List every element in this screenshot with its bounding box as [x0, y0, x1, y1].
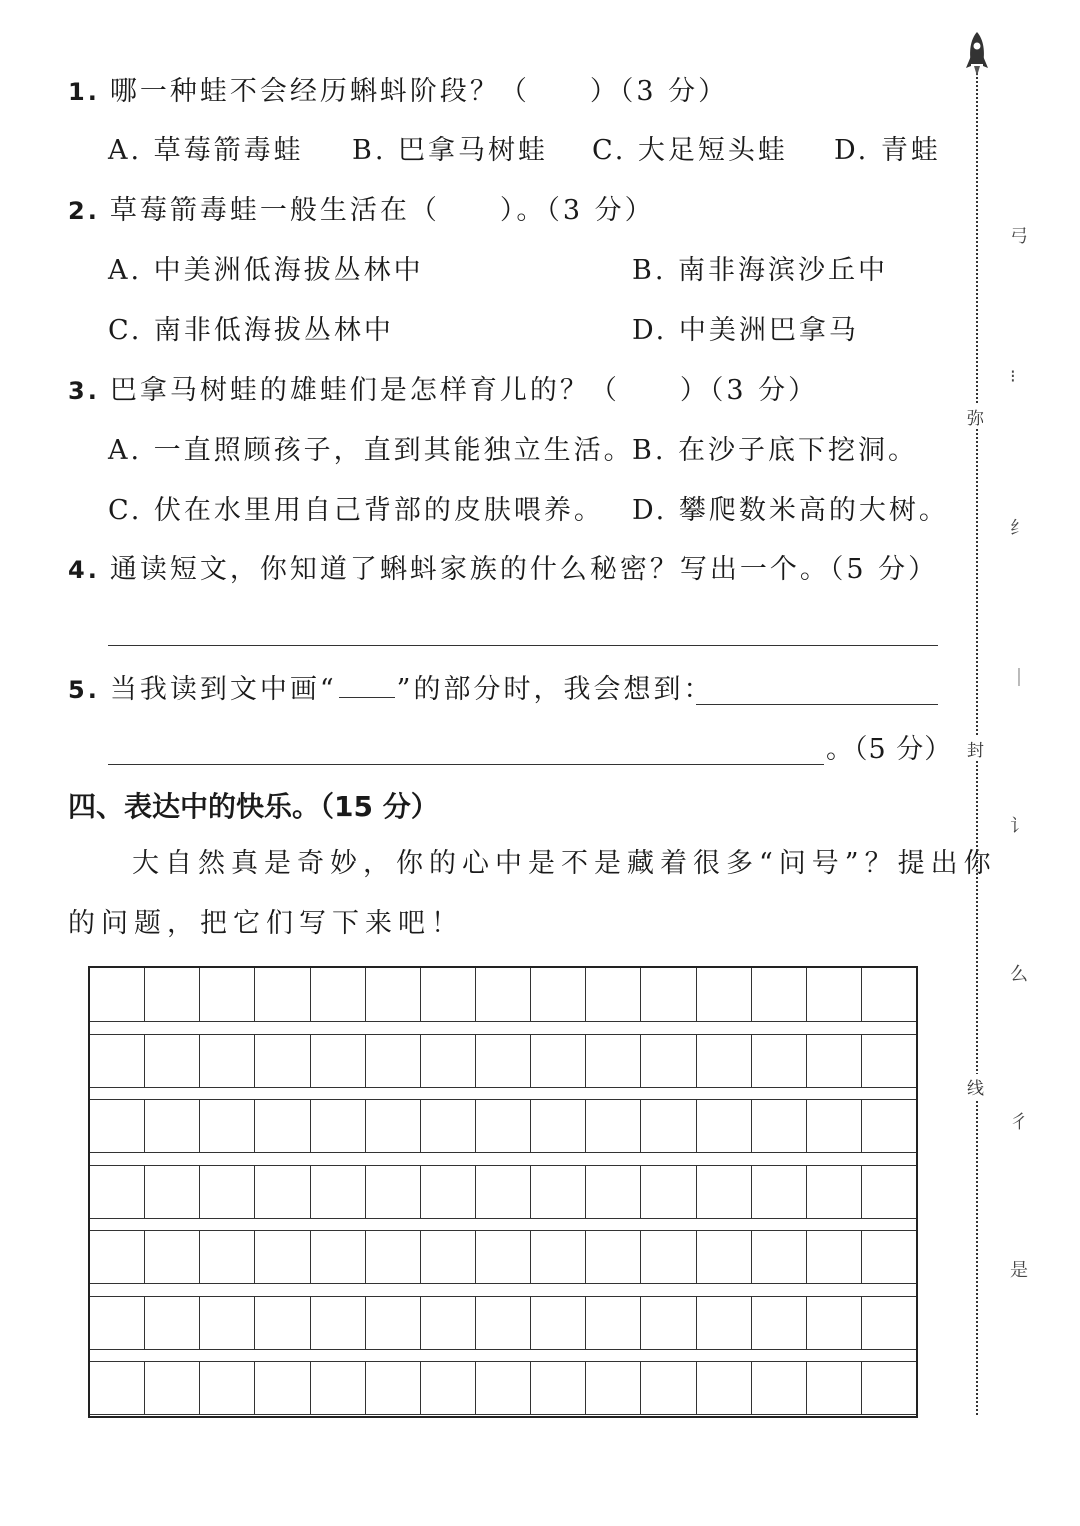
- grid-row[interactable]: [90, 1230, 916, 1284]
- grid-cell[interactable]: [862, 1297, 916, 1349]
- grid-cell[interactable]: [586, 1231, 641, 1283]
- grid-cell[interactable]: [421, 1231, 476, 1283]
- seal-char-mi: 弥: [967, 404, 984, 429]
- grid-cell[interactable]: [807, 1166, 862, 1218]
- question-text: 哪一种蛙不会经历蝌蚪阶段？（ ）（3 分）: [109, 76, 729, 107]
- grid-cell[interactable]: [200, 1100, 255, 1152]
- grid-cell[interactable]: [476, 1362, 531, 1414]
- grid-cell[interactable]: [697, 1100, 752, 1152]
- grid-cell[interactable]: [752, 1100, 807, 1152]
- edge-char: 么: [1010, 964, 1028, 985]
- grid-cell[interactable]: [200, 1035, 255, 1087]
- grid-cell[interactable]: [90, 1100, 145, 1152]
- grid-cell[interactable]: [807, 1035, 862, 1087]
- grid-cell[interactable]: [641, 968, 696, 1021]
- question-text: 草莓箭毒蛙一般生活在（ ）。（3 分）: [109, 195, 655, 226]
- grid-cell[interactable]: [641, 1100, 696, 1152]
- grid-cell[interactable]: [641, 1231, 696, 1283]
- grid-cell[interactable]: [807, 1100, 862, 1152]
- grid-cell[interactable]: [641, 1297, 696, 1349]
- q2-option-a: A. 中美洲低海拔丛林中: [108, 255, 424, 286]
- q3-option-b: B. 在沙子底下挖洞。: [632, 435, 919, 466]
- grid-cell[interactable]: [641, 1035, 696, 1087]
- grid-row[interactable]: [90, 1165, 916, 1219]
- grid-cell[interactable]: [90, 1166, 145, 1218]
- question-number: 2.: [68, 197, 100, 225]
- question-2: [68, 193, 655, 229]
- grid-cell[interactable]: [752, 1362, 807, 1414]
- rocket-icon: [964, 30, 990, 80]
- question-text-b: ”的部分时，我会想到：: [396, 674, 714, 705]
- answer-line-q4[interactable]: [108, 645, 938, 646]
- question-number: 3.: [68, 377, 100, 405]
- grid-cell[interactable]: [752, 1297, 807, 1349]
- grid-cell[interactable]: [531, 1100, 586, 1152]
- grid-cell[interactable]: [255, 1297, 310, 1349]
- grid-cell[interactable]: [862, 968, 916, 1021]
- question-number: 4.: [68, 556, 100, 584]
- question-5: [68, 672, 713, 708]
- question-text: 通读短文，你知道了蝌蚪家族的什么秘密？写出一个。（5 分）: [109, 554, 939, 585]
- grid-cell[interactable]: [311, 1297, 366, 1349]
- grid-cell[interactable]: [145, 968, 200, 1021]
- grid-cell[interactable]: [311, 1100, 366, 1152]
- grid-cell[interactable]: [200, 1231, 255, 1283]
- question-1: [68, 74, 728, 110]
- grid-cell[interactable]: [145, 1297, 200, 1349]
- edge-char: ⁝: [1010, 366, 1016, 387]
- answer-line-q5-a[interactable]: [696, 704, 938, 705]
- q3-option-c: C. 伏在水里用自己背部的皮肤喂养。: [108, 495, 604, 526]
- grid-cell[interactable]: [366, 1100, 421, 1152]
- grid-cell[interactable]: [366, 1166, 421, 1218]
- edge-char: 纟: [1010, 518, 1028, 539]
- grid-cell[interactable]: [586, 968, 641, 1021]
- grid-cell[interactable]: [752, 1166, 807, 1218]
- q3-option-d: D. 攀爬数米高的大树。: [632, 495, 949, 526]
- grid-cell[interactable]: [255, 1166, 310, 1218]
- q5-score: 。（5 分）: [826, 734, 953, 765]
- grid-cell[interactable]: [862, 1035, 916, 1087]
- grid-cell[interactable]: [697, 1231, 752, 1283]
- grid-cell[interactable]: [641, 1166, 696, 1218]
- q1-option-a: A. 草莓箭毒蛙: [108, 135, 304, 166]
- q1-option-b: B. 巴拿马树蛙: [352, 135, 549, 166]
- grid-cell[interactable]: [145, 1100, 200, 1152]
- grid-cell[interactable]: [200, 1166, 255, 1218]
- grid-cell[interactable]: [697, 1362, 752, 1414]
- q2-option-b: B. 南非海滨沙丘中: [632, 255, 889, 286]
- grid-cell[interactable]: [421, 968, 476, 1021]
- grid-cell[interactable]: [200, 968, 255, 1021]
- grid-cell[interactable]: [421, 1100, 476, 1152]
- grid-cell[interactable]: [807, 1231, 862, 1283]
- grid-cell[interactable]: [807, 1362, 862, 1414]
- grid-cell[interactable]: [862, 1166, 916, 1218]
- q1-option-c: C. 大足短头蛙: [592, 135, 788, 166]
- grid-cell[interactable]: [586, 1100, 641, 1152]
- grid-cell[interactable]: [255, 1362, 310, 1414]
- grid-cell[interactable]: [531, 1297, 586, 1349]
- underline-marker: [339, 673, 395, 698]
- grid-cell[interactable]: [255, 1035, 310, 1087]
- grid-cell[interactable]: [531, 1362, 586, 1414]
- grid-cell[interactable]: [90, 1297, 145, 1349]
- grid-cell[interactable]: [90, 1231, 145, 1283]
- grid-cell[interactable]: [476, 1231, 531, 1283]
- grid-cell[interactable]: [586, 1362, 641, 1414]
- grid-row[interactable]: [90, 1099, 916, 1153]
- grid-cell[interactable]: [421, 1166, 476, 1218]
- q1-option-d: D. 青蛙: [834, 135, 941, 166]
- question-text: 巴拿马树蛙的雄蛙们是怎样育儿的？（ ）（3 分）: [109, 375, 819, 406]
- grid-cell[interactable]: [311, 1231, 366, 1283]
- grid-row[interactable]: [90, 1034, 916, 1088]
- grid-cell[interactable]: [531, 1166, 586, 1218]
- edge-char: 彳: [1010, 1112, 1028, 1133]
- q2-option-d: D. 中美洲巴拿马: [632, 315, 859, 346]
- grid-cell[interactable]: [366, 1035, 421, 1087]
- grid-cell[interactable]: [697, 1035, 752, 1087]
- section-prompt-line2: 的问题，把它们写下来吧！: [68, 908, 464, 939]
- answer-line-q5-b[interactable]: [108, 764, 824, 765]
- grid-cell[interactable]: [421, 1035, 476, 1087]
- grid-cell[interactable]: [90, 968, 145, 1021]
- grid-cell[interactable]: [421, 1297, 476, 1349]
- grid-cell[interactable]: [586, 1297, 641, 1349]
- question-3: [68, 373, 818, 409]
- writing-grid[interactable]: [88, 966, 918, 1418]
- grid-cell[interactable]: [255, 968, 310, 1021]
- grid-cell[interactable]: [366, 968, 421, 1021]
- grid-cell[interactable]: [311, 1362, 366, 1414]
- grid-cell[interactable]: [145, 1362, 200, 1414]
- question-number: 5.: [68, 676, 100, 704]
- grid-cell[interactable]: [145, 1231, 200, 1283]
- grid-cell[interactable]: [752, 1231, 807, 1283]
- grid-cell[interactable]: [586, 1166, 641, 1218]
- grid-cell[interactable]: [421, 1362, 476, 1414]
- grid-cell[interactable]: [366, 1297, 421, 1349]
- grid-cell[interactable]: [255, 1100, 310, 1152]
- grid-cell[interactable]: [476, 968, 531, 1021]
- q3-option-a: A. 一直照顾孩子，直到其能独立生活。: [108, 435, 634, 466]
- grid-cell[interactable]: [862, 1362, 916, 1414]
- grid-cell[interactable]: [531, 1035, 586, 1087]
- grid-cell[interactable]: [476, 1297, 531, 1349]
- grid-row[interactable]: [90, 1296, 916, 1350]
- grid-cell[interactable]: [90, 1362, 145, 1414]
- grid-cell[interactable]: [697, 968, 752, 1021]
- grid-cell[interactable]: [200, 1297, 255, 1349]
- seal-char-feng: 封: [967, 736, 984, 761]
- grid-cell[interactable]: [807, 1297, 862, 1349]
- question-4: [68, 552, 938, 588]
- grid-cell[interactable]: [311, 968, 366, 1021]
- grid-cell[interactable]: [145, 1166, 200, 1218]
- grid-cell[interactable]: [255, 1231, 310, 1283]
- grid-cell[interactable]: [697, 1166, 752, 1218]
- grid-cell[interactable]: [697, 1297, 752, 1349]
- grid-cell[interactable]: [476, 1035, 531, 1087]
- grid-cell[interactable]: [641, 1362, 696, 1414]
- section-prompt-line1: 大自然真是奇妙，你的心中是不是藏着很多“问号”？提出你: [132, 848, 997, 879]
- grid-cell[interactable]: [145, 1035, 200, 1087]
- seal-char-xian: 线: [967, 1074, 984, 1099]
- edge-char: 讠: [1010, 816, 1028, 837]
- edge-char: ｜: [1010, 668, 1028, 689]
- grid-row[interactable]: [90, 968, 916, 1022]
- edge-char: 弓: [1010, 226, 1028, 247]
- grid-cell[interactable]: [476, 1100, 531, 1152]
- grid-cell[interactable]: [862, 1100, 916, 1152]
- grid-cell[interactable]: [200, 1362, 255, 1414]
- grid-cell[interactable]: [90, 1035, 145, 1087]
- edge-char: 是: [1010, 1260, 1028, 1281]
- grid-row[interactable]: [90, 1361, 916, 1415]
- grid-cell[interactable]: [366, 1231, 421, 1283]
- grid-cell[interactable]: [752, 1035, 807, 1087]
- grid-cell[interactable]: [476, 1166, 531, 1218]
- grid-cell[interactable]: [752, 968, 807, 1021]
- section-title: 四、表达中的快乐。（15 分）: [68, 790, 439, 823]
- grid-cell[interactable]: [531, 1231, 586, 1283]
- grid-cell[interactable]: [807, 968, 862, 1021]
- grid-cell[interactable]: [366, 1362, 421, 1414]
- grid-cell[interactable]: [862, 1231, 916, 1283]
- grid-cell[interactable]: [311, 1035, 366, 1087]
- grid-cell[interactable]: [311, 1166, 366, 1218]
- grid-cell[interactable]: [531, 968, 586, 1021]
- question-text-a: 当我读到文中画“: [109, 674, 337, 705]
- question-number: 1.: [68, 78, 100, 106]
- grid-cell[interactable]: [586, 1035, 641, 1087]
- q2-option-c: C. 南非低海拔丛林中: [108, 315, 394, 346]
